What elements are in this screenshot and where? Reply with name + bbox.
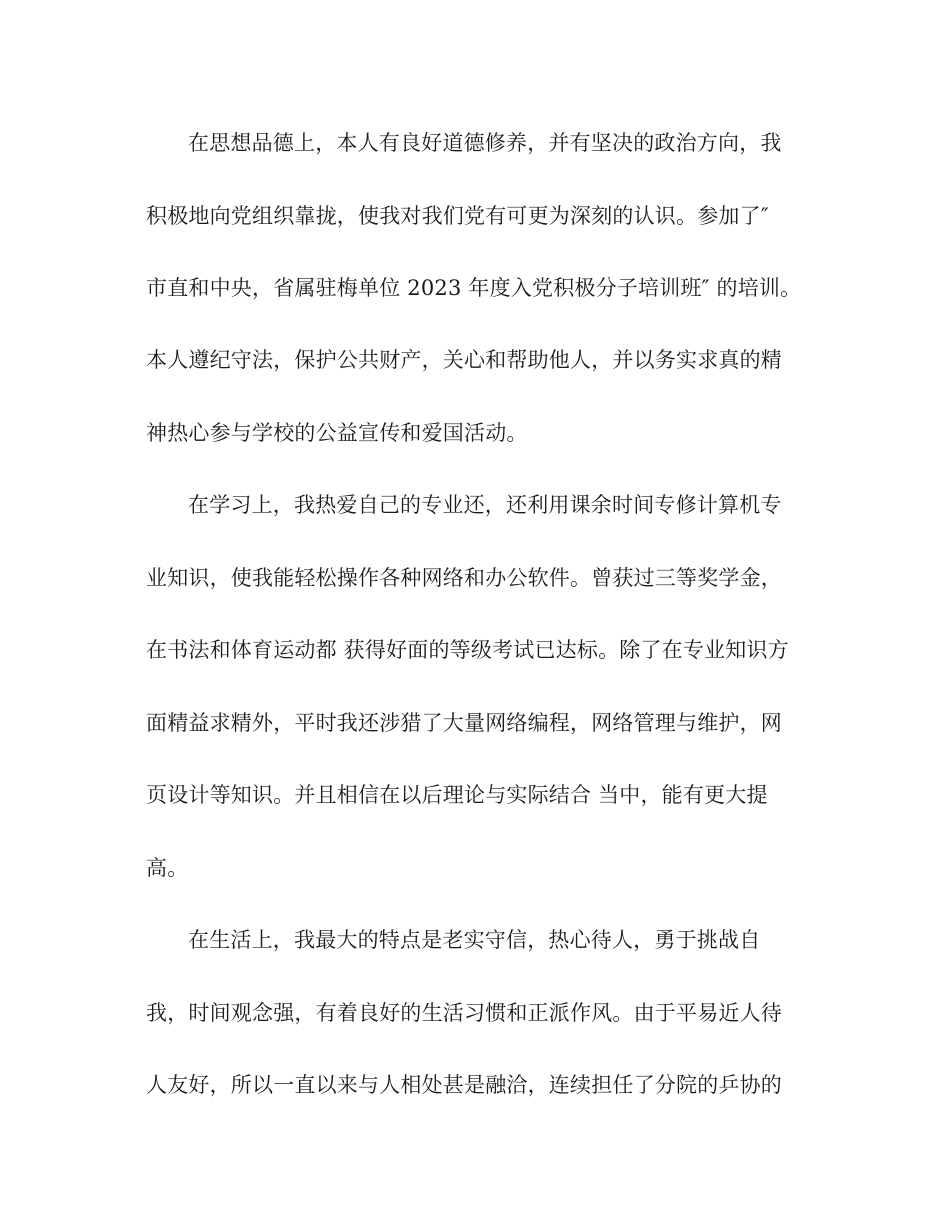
paragraph-3-line-1: 在生活上，我最大的特点是老实守信，热心待人，勇于挑战自	[188, 928, 761, 952]
paragraph-2-line-2: 业知识，使我能轻松操作各种网络和办公软件。曾获过三等奖学金，	[146, 566, 782, 590]
paragraph-1-line-1: 在思想品德上，本人有良好道德修养，并有坚决的政治方向，我	[188, 131, 782, 155]
paragraph-1-line-3: 市直和中央，省属驻梅单位 2023 年度入党积极分子培训班″ 的培训。	[146, 276, 802, 300]
paragraph-3-line-2: 我，时间观念强，有着良好的生活习惯和正派作风。由于平易近人待	[146, 1001, 782, 1025]
paragraph-2-line-6: 高。	[146, 856, 189, 880]
paragraph-1-line-4: 本人遵纪守法，保护公共财产，关心和帮助他人，并以务实求真的精	[146, 348, 782, 372]
paragraph-2-line-4: 面精益求精外，平时我还涉猎了大量网络编程，网络管理与维护，网	[146, 711, 782, 735]
paragraph-2-line-1: 在学习上，我热爱自己的专业还，还利用课余时间专修计算机专	[188, 493, 782, 517]
paragraph-1-line-2: 积极地向党组织靠拢，使我对我们党有可更为深刻的认识。参加了″	[146, 204, 769, 228]
paragraph-3-line-3: 人友好，所以一直以来与人相处甚是融洽，连续担任了分院的乒协的	[146, 1073, 782, 1097]
paragraph-2-line-5: 页设计等知识。并且相信在以后理论与实际结合 当中，能有更大提	[146, 783, 768, 807]
paragraph-1-line-5: 神热心参与学校的公益宣传和爱国活动。	[146, 421, 528, 445]
paragraph-2-line-3: 在书法和体育运动都 获得好面的等级考试已达标。除了在专业知识方	[146, 638, 789, 662]
